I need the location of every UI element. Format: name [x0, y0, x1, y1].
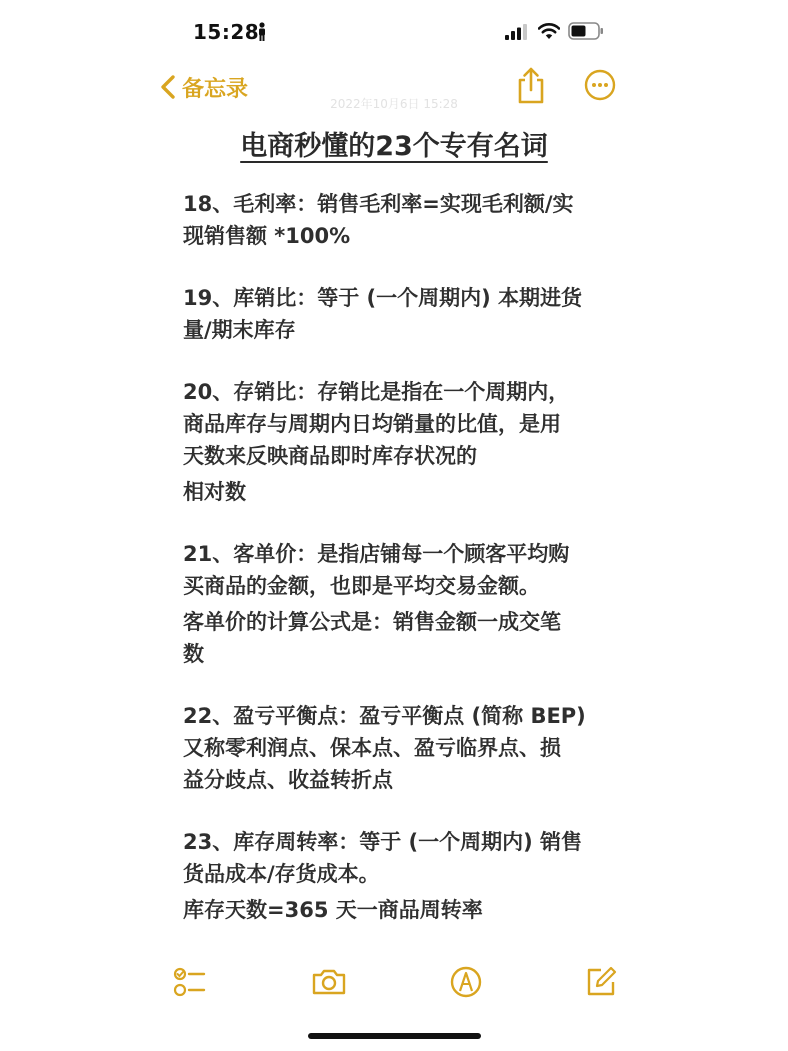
home-indicator[interactable]: [308, 1033, 481, 1039]
note-paragraph: [183, 188, 623, 252]
checklist-icon[interactable]: [172, 964, 208, 1000]
note-paragraph: [183, 700, 623, 796]
note-line: 又称零利润点、保本点、盈亏临界点、损: [183, 736, 561, 760]
note-line: 买商品的金额，也即是平均交易金额。: [183, 574, 540, 598]
note-body[interactable]: [183, 188, 623, 956]
note-date: 2022年10月6日 15:28: [330, 97, 458, 111]
status-bar: [0, 0, 788, 64]
note-line: 18、毛利率：销售毛利率=实现毛利额/实: [183, 192, 574, 216]
back-label: 备忘录: [182, 76, 249, 102]
note-line: 23、库存周转率：等于 (一个周期内) 销售: [183, 830, 583, 854]
note-line: 数: [183, 642, 204, 666]
note-line: 客单价的计算公式是：销售金额一成交笔: [183, 610, 561, 634]
note-line: 量/期末库存: [183, 318, 296, 342]
person-icon: [256, 22, 268, 42]
battery-icon: [568, 22, 604, 40]
note-line: 现销售额 *100%: [183, 224, 351, 248]
compose-icon[interactable]: [583, 964, 619, 1000]
note-line: 22、盈亏平衡点：盈亏平衡点 (简称 BEP): [183, 704, 586, 728]
note-line: 21、客单价：是指店铺每一个顾客平均购: [183, 542, 570, 566]
note-line: 商品库存与周期内日均销量的比值，是用: [183, 412, 561, 436]
bottom-toolbar: [0, 960, 788, 1004]
camera-icon[interactable]: [311, 964, 347, 1000]
note-line: 货品成本/存货成本。: [183, 862, 380, 886]
note-line: 益分歧点、收益转折点: [183, 768, 393, 792]
note-line: 20、存销比：存销比是指在一个周期内，: [183, 380, 570, 404]
note-title-text: 电商秒懂的23个专有名词: [240, 131, 548, 162]
note-paragraph: [183, 538, 623, 670]
note-paragraph: [183, 826, 623, 926]
markup-icon[interactable]: [448, 964, 484, 1000]
wifi-icon: [538, 22, 560, 40]
note-title[interactable]: [0, 124, 788, 163]
status-time: 15:28: [193, 20, 260, 44]
note-line: 相对数: [183, 480, 246, 504]
note-paragraph: [183, 376, 623, 508]
note-line: 天数来反映商品即时库存状况的: [183, 444, 477, 468]
note-paragraph: [183, 282, 623, 346]
cellular-signal-icon: [505, 24, 531, 40]
note-line: 库存天数=365 天一商品周转率: [183, 898, 483, 922]
note-line: 19、库销比：等于 (一个周期内) 本期进货: [183, 286, 583, 310]
